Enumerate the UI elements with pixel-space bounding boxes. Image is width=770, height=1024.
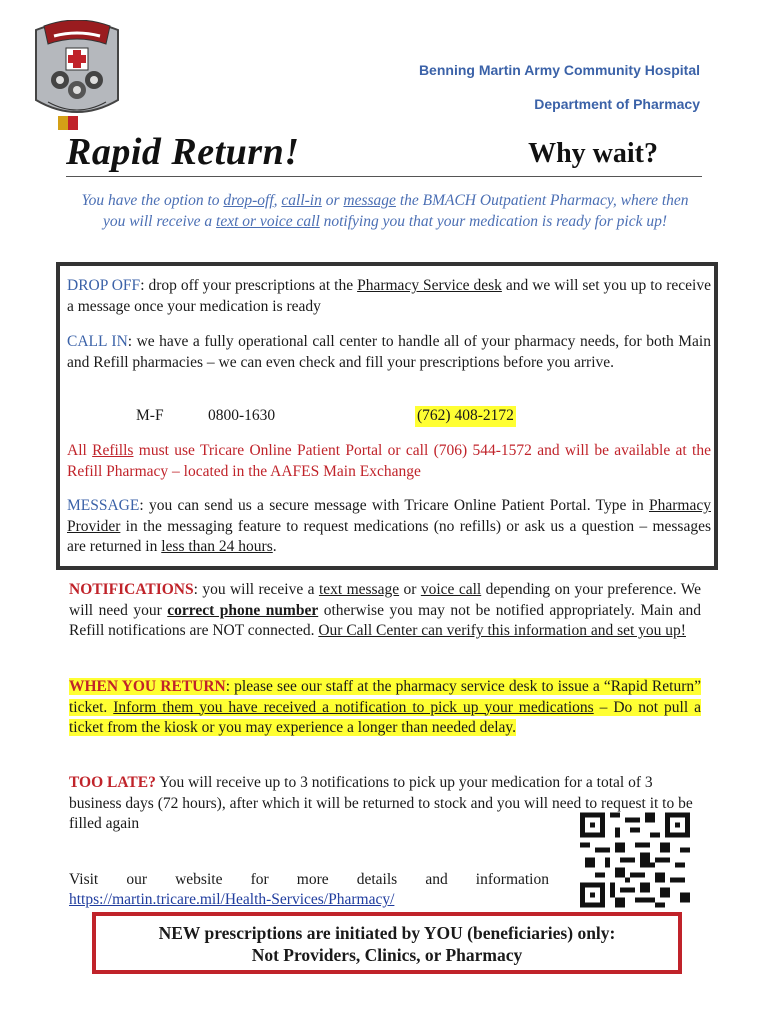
page-subtitle: Why wait?: [528, 138, 658, 169]
unit-crest-logo: [28, 20, 126, 138]
visit-text: Visit our website for more details and information: [69, 871, 549, 888]
callin-phone: (762) 408-2172: [415, 406, 516, 427]
intro-paragraph: You have the option to drop-off, call-in or message the BMACH Outpatient Pharmacy, where then you will receive a text or voice call notifying you that your medication is ready for pick up!: [81, 192, 689, 230]
department-name: Department of Pharmacy: [534, 96, 700, 112]
callin-days: M-F: [136, 407, 164, 424]
page-title: Rapid Return!: [66, 131, 300, 173]
new-prescriptions-notice: [92, 912, 682, 974]
refills-paragraph: All Refills must use Tricare Online Patient Portal or call (706) 544-1572 and will be available at the Refill Pharmacy – located in the AAFES Main Exchange: [67, 442, 711, 480]
website-link[interactable]: https://martin.tricare.mil/Health-Services/Pharmacy/: [69, 891, 395, 908]
callin-hours: 0800-1630: [208, 407, 276, 424]
qr-code[interactable]: [580, 812, 690, 908]
notifications-paragraph: NOTIFICATIONS: you will receive a text message or voice call depending on your preference. We will need your correct phone number otherwise you may not be notified appropriately. Main and Refill notifications are NOT connected. Our Call Center can verify this information and set you up!: [69, 581, 701, 639]
when-you-return-paragraph: WHEN YOU RETURN: please see our staff at the pharmacy service desk to issue a “Rapid Return” ticket. Inform them you have received a notification to pick up your medications – Do not pull a ticket from the kiosk or you may experience a longer than needed delay.: [69, 678, 701, 736]
too-late-paragraph: TOO LATE? You will receive up to 3 notifications to pick up your medication for a total of 3 business days (72 hours), after which it will be returned to stock and you will need to request it to be filled again: [69, 774, 693, 832]
dropoff-paragraph: DROP OFF: drop off your prescriptions at the Pharmacy Service desk and we will set you up to receive a message once your medication is ready: [67, 277, 711, 315]
callin-paragraph: CALL IN: we have a fully operational call center to handle all of your pharmacy needs, for both Main and Refill pharmacies – we can even check and fill your prescriptions before you arrive.: [67, 333, 711, 371]
message-paragraph: MESSAGE: you can send us a secure message with Tricare Online Patient Portal. Type in Pharmacy Provider in the messaging feature to request medications (no refills) or ask us a question – messages are returned in less than 24 hours.: [67, 497, 711, 555]
title-divider: [66, 176, 702, 177]
notice-line-1: NEW prescriptions are initiated by YOU (beneficiaries) only:: [158, 923, 616, 943]
hospital-name: Benning Martin Army Community Hospital: [418, 62, 700, 78]
notice-line-2: Not Providers, Clinics, or Pharmacy: [251, 945, 523, 965]
